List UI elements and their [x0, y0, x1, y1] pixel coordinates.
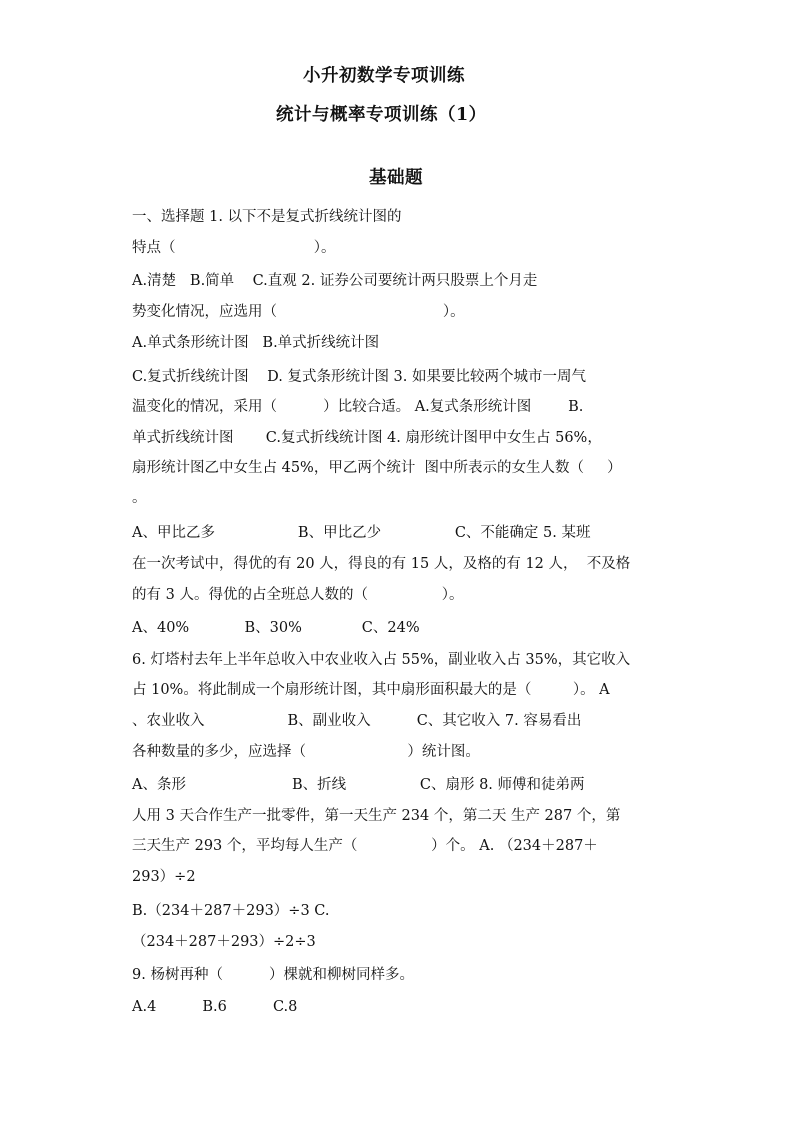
question-text-line: 各种数量的多少，应选择（ ）统计图。: [132, 744, 480, 760]
question-text-line: A.单式条形统计图 B.单式折线统计图: [132, 335, 380, 351]
section-heading: 基础题: [369, 168, 423, 188]
question-text-line: 占 10%。将此制成一个扇形统计图，其中扇形面积最大的是（ ）。 A: [132, 682, 610, 698]
question-text-line: 单式折线统计图 C.复式折线统计图 4. 扇形统计图甲中女生占 56%，: [132, 430, 602, 446]
question-text-line: 特点（ ）。: [132, 240, 336, 256]
question-text-line: A、40% B、30% C、24%: [132, 620, 420, 636]
question-text-line: B.（234＋287＋293）÷3 C.: [132, 903, 330, 919]
page-subtitle: 统计与概率专项训练（1）: [276, 105, 487, 125]
question-text-line: 在一次考试中，得优的有 20 人，得良的有 15 人，及格的有 12 人， 不及格: [132, 556, 631, 572]
question-text-line: A.清楚 B.简单 C.直观 2. 证券公司要统计两只股票上个月走: [132, 273, 538, 289]
question-text-line: 一、选择题 1. 以下不是复式折线统计图的: [132, 209, 402, 225]
question-text-line: 人用 3 天合作生产一批零件，第一天生产 234 个，第二天 生产 287 个，第: [132, 808, 621, 824]
question-text-line: A、条形 B、折线 C、扇形 8. 师傅和徒弟两: [132, 777, 585, 793]
question-text-line: 扇形统计图乙中女生占 45%，甲乙两个统计 图中所表示的女生人数（ ）: [132, 460, 622, 476]
question-text-line: 。: [132, 490, 147, 506]
question-text-line: A.4 B.6 C.8: [132, 999, 298, 1015]
question-text-line: 三天生产 293 个，平均每人生产（ ）个。 A. （234＋287＋: [132, 838, 598, 854]
question-text-line: A、甲比乙多 B、甲比乙少 C、不能确定 5. 某班: [132, 525, 591, 541]
question-text-line: （234＋287＋293）÷2÷3: [132, 934, 316, 950]
question-text-line: C.复式折线统计图 D. 复式条形统计图 3. 如果要比较两个城市一周气: [132, 369, 587, 385]
page-title: 小升初数学专项训练: [303, 66, 465, 86]
question-text-line: 势变化情况，应选用（ ）。: [132, 304, 465, 320]
question-text-line: 温变化的情况，采用（ ）比较合适。 A.复式条形统计图 B.: [132, 399, 584, 415]
question-text-line: 293）÷2: [132, 869, 196, 885]
question-text-line: 9. 杨树再种（ ）棵就和柳树同样多。: [132, 967, 415, 983]
question-text-line: 、农业收入 B、副业收入 C、其它收入 7. 容易看出: [132, 713, 582, 729]
question-text-line: 6. 灯塔村去年上半年总收入中农业收入占 55%，副业收入占 35%，其它收入: [132, 652, 631, 668]
question-text-line: 的有 3 人。得优的占全班总人数的（ ）。: [132, 587, 464, 603]
